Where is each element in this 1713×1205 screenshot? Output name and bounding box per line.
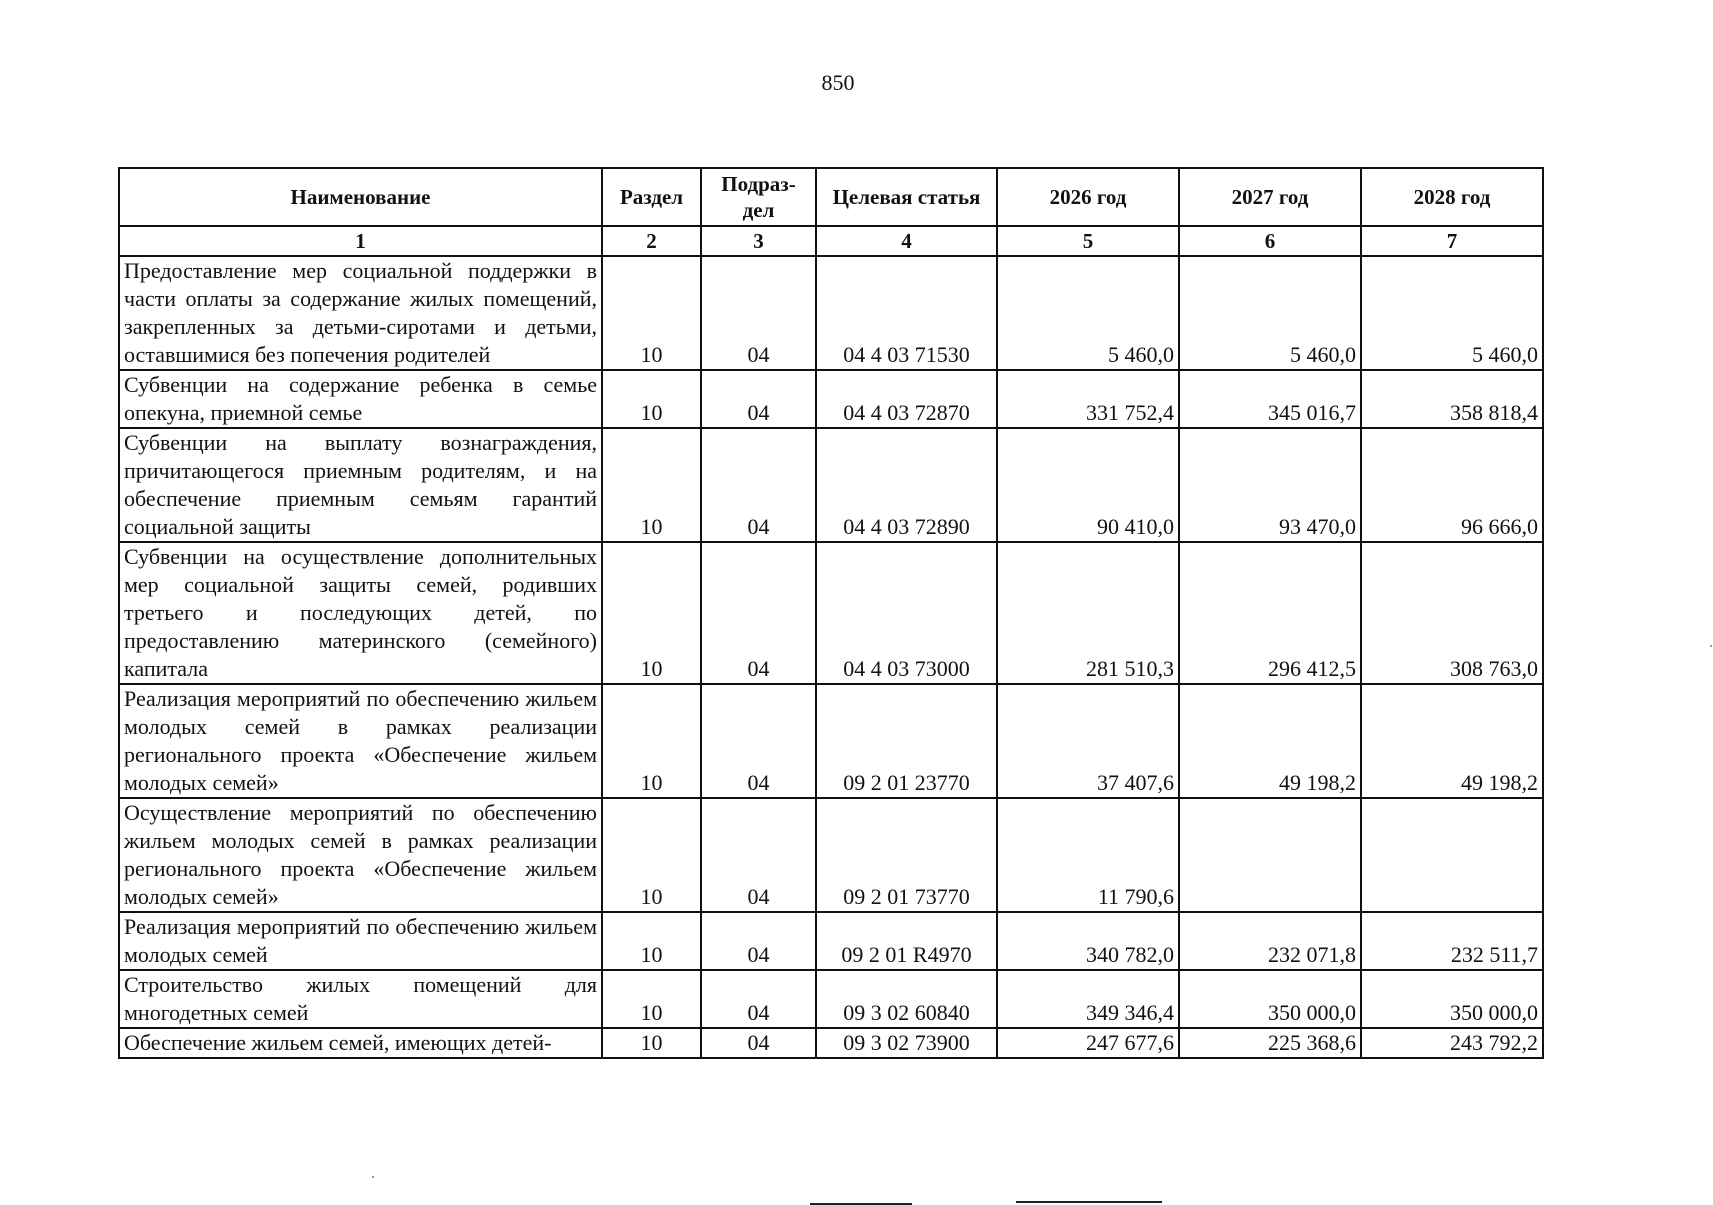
row-subsection: 04	[701, 1028, 816, 1058]
row-name: Субвенции на содержание ребенка в семье опекуна, приемной семье	[119, 370, 602, 428]
row-name: Реализация мероприятий по обеспечению жильем молодых семей в рамках реализации регионального проекта «Обеспечение жильем молодых семей»	[119, 684, 602, 798]
row-2028: 49 198,2	[1361, 684, 1543, 798]
row-target: 09 2 01 23770	[816, 684, 997, 798]
row-2027: 49 198,2	[1179, 684, 1361, 798]
header-target: Целевая статья	[816, 168, 997, 226]
row-2027: 345 016,7	[1179, 370, 1361, 428]
budget-table	[118, 167, 1544, 1059]
table-row	[119, 542, 1543, 684]
row-subsection: 04	[701, 684, 816, 798]
row-2028: 308 763,0	[1361, 542, 1543, 684]
table-row	[119, 1028, 1543, 1058]
scan-speck	[372, 1176, 374, 1178]
row-2027: 350 000,0	[1179, 970, 1361, 1028]
row-name: Предоставление мер социальной поддержки в части оплаты за содержание жилых помещений, закрепленных за детьми-сиротами и детьми, оставшимися без попечения родителей	[119, 256, 602, 370]
row-target: 09 3 02 60840	[816, 970, 997, 1028]
row-2026: 5 460,0	[997, 256, 1179, 370]
row-2028: 350 000,0	[1361, 970, 1543, 1028]
row-2028: 5 460,0	[1361, 256, 1543, 370]
row-target: 04 4 03 72890	[816, 428, 997, 542]
table-row	[119, 970, 1543, 1028]
column-number: 4	[816, 226, 997, 256]
row-2026: 11 790,6	[997, 798, 1179, 912]
row-2026: 349 346,4	[997, 970, 1179, 1028]
row-subsection: 04	[701, 970, 816, 1028]
table-row	[119, 428, 1543, 542]
row-2026: 247 677,6	[997, 1028, 1179, 1058]
row-subsection: 04	[701, 428, 816, 542]
row-target: 09 3 02 73900	[816, 1028, 997, 1058]
row-2027: 296 412,5	[1179, 542, 1361, 684]
row-target: 04 4 03 71530	[816, 256, 997, 370]
row-2028: 96 666,0	[1361, 428, 1543, 542]
row-section: 10	[602, 542, 701, 684]
row-2026: 90 410,0	[997, 428, 1179, 542]
row-name: Строительство жилых помещений для многодетных семей	[119, 970, 602, 1028]
scan-speck	[1710, 645, 1712, 647]
row-subsection: 04	[701, 798, 816, 912]
header-section: Раздел	[602, 168, 701, 226]
column-number: 6	[1179, 226, 1361, 256]
row-2028: 232 511,7	[1361, 912, 1543, 970]
row-2027: 93 470,0	[1179, 428, 1361, 542]
row-section: 10	[602, 912, 701, 970]
row-target: 09 2 01 R4970	[816, 912, 997, 970]
row-2027: 5 460,0	[1179, 256, 1361, 370]
column-number: 2	[602, 226, 701, 256]
table-row	[119, 684, 1543, 798]
row-section: 10	[602, 1028, 701, 1058]
header-subsection: Подраз-дел	[701, 168, 816, 226]
column-number-row	[119, 226, 1543, 256]
column-number: 5	[997, 226, 1179, 256]
row-target: 04 4 03 73000	[816, 542, 997, 684]
row-2027: 232 071,8	[1179, 912, 1361, 970]
column-number: 7	[1361, 226, 1543, 256]
row-name: Обеспечение жильем семей, имеющих детей-	[119, 1028, 602, 1058]
row-2028: 243 792,2	[1361, 1028, 1543, 1058]
row-section: 10	[602, 970, 701, 1028]
row-section: 10	[602, 370, 701, 428]
row-name: Реализация мероприятий по обеспечению жильем молодых семей	[119, 912, 602, 970]
row-subsection: 04	[701, 370, 816, 428]
header-name: Наименование	[119, 168, 602, 226]
row-name: Осуществление мероприятий по обеспечению жильем молодых семей в рамках реализации регионального проекта «Обеспечение жильем молодых семей»	[119, 798, 602, 912]
row-target: 04 4 03 72870	[816, 370, 997, 428]
row-name: Субвенции на осуществление дополнительных мер социальной защиты семей, родивших третьего и последующих детей, по предоставлению материнского (семейного) капитала	[119, 542, 602, 684]
row-2026: 281 510,3	[997, 542, 1179, 684]
row-2026: 340 782,0	[997, 912, 1179, 970]
row-target: 09 2 01 73770	[816, 798, 997, 912]
row-subsection: 04	[701, 542, 816, 684]
row-section: 10	[602, 798, 701, 912]
row-2028: 358 818,4	[1361, 370, 1543, 428]
row-name: Субвенции на выплату вознаграждения, причитающегося приемным родителям, и на обеспечение приемным семьям гарантий социальной защиты	[119, 428, 602, 542]
row-2027: 225 368,6	[1179, 1028, 1361, 1058]
footer-rule-right	[1016, 1201, 1162, 1203]
header-2027: 2027 год	[1179, 168, 1361, 226]
table-row	[119, 798, 1543, 912]
row-section: 10	[602, 256, 701, 370]
row-2028	[1361, 798, 1543, 912]
page-number: 850	[821, 70, 855, 95]
row-2026: 331 752,4	[997, 370, 1179, 428]
header-2028: 2028 год	[1361, 168, 1543, 226]
row-subsection: 04	[701, 912, 816, 970]
table-row	[119, 370, 1543, 428]
row-section: 10	[602, 684, 701, 798]
row-2027	[1179, 798, 1361, 912]
table-row	[119, 256, 1543, 370]
header-row	[119, 168, 1543, 226]
header-2026: 2026 год	[997, 168, 1179, 226]
table-row	[119, 912, 1543, 970]
row-subsection: 04	[701, 256, 816, 370]
row-section: 10	[602, 428, 701, 542]
column-number: 1	[119, 226, 602, 256]
column-number: 3	[701, 226, 816, 256]
row-2026: 37 407,6	[997, 684, 1179, 798]
